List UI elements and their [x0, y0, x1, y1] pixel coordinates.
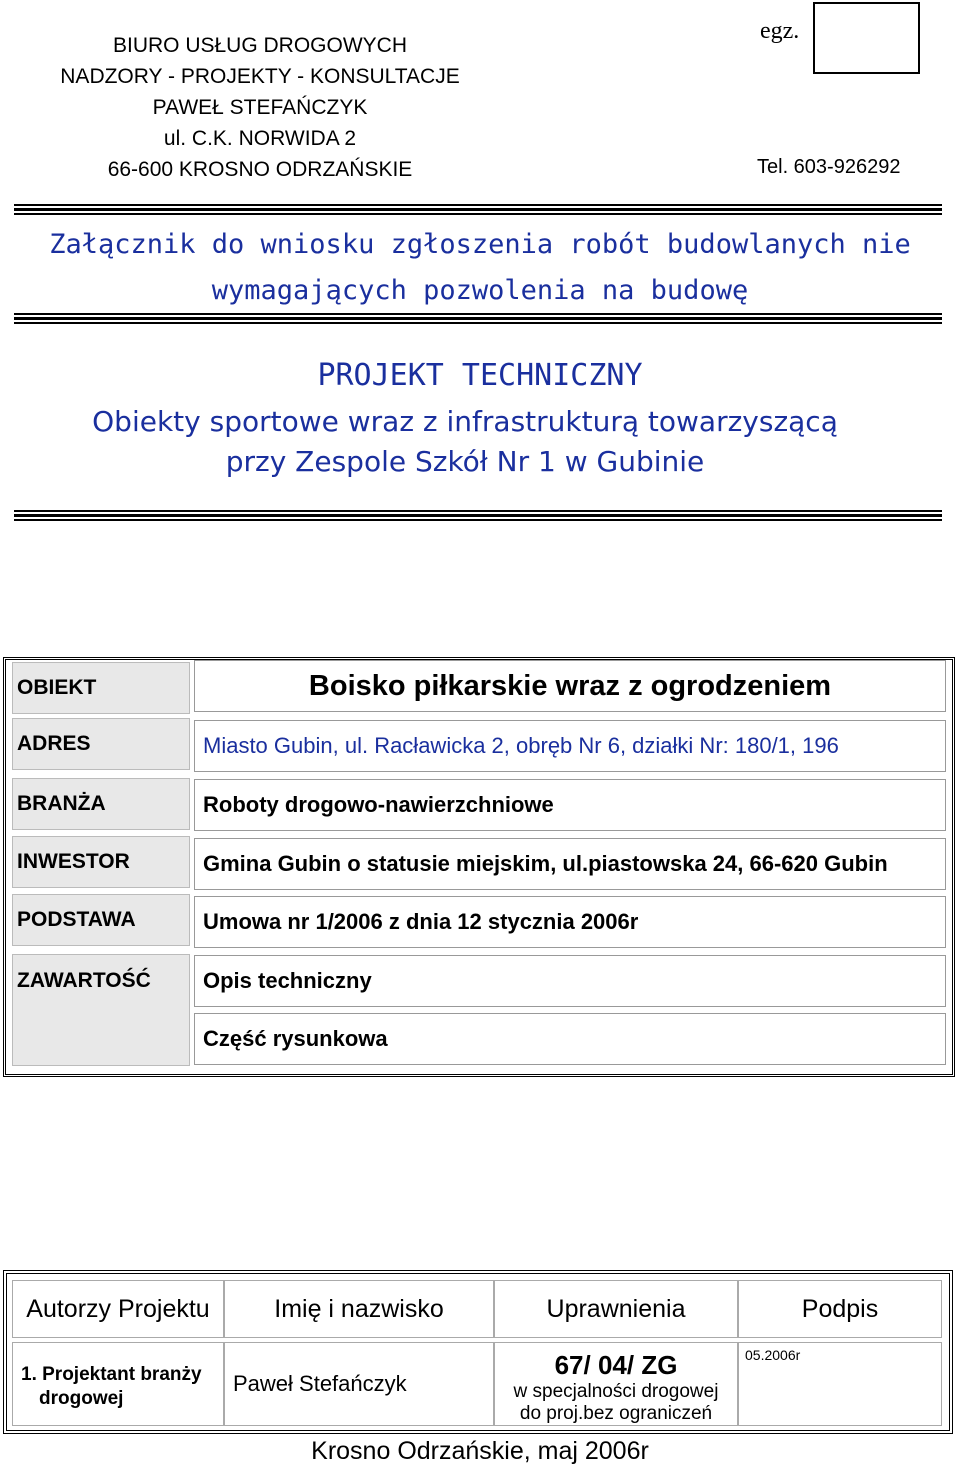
divider-rule	[14, 510, 942, 522]
place-and-date: Krosno Odrzańskie, maj 2006r	[311, 1437, 649, 1465]
copy-label: egz.	[760, 18, 800, 44]
license-scope-line2: do proj.bez ograniczeń	[519, 1403, 713, 1424]
header-name: Imię i nazwisko	[224, 1280, 494, 1338]
author-license	[494, 1342, 738, 1426]
address-value: Miasto Gubin, ul. Racławicka 2, obręb Nr 6, działki Nr: 180/1, 196	[194, 720, 946, 772]
divider-rule	[14, 204, 942, 216]
header-license: Uprawnienia	[494, 1280, 738, 1338]
contents-item-drawings: Część rysunkowa	[194, 1013, 946, 1065]
author-role	[12, 1342, 224, 1426]
author-signature	[738, 1342, 942, 1426]
basis-label: PODSTAWA	[12, 894, 190, 946]
office-owner: PAWEŁ STEFAŃCZYK	[152, 96, 368, 119]
branch-label: BRANŻA	[12, 778, 190, 830]
office-name: BIURO USŁUG DROGOWYCH	[112, 34, 408, 57]
author-role-line2: drogowej	[39, 1388, 124, 1409]
contents-item-description: Opis techniczny	[194, 955, 946, 1007]
divider-rule	[14, 313, 942, 325]
attachment-title-line2: wymagających pozwolenia na budowę	[211, 275, 749, 306]
project-subject-line2: przy Zespole Szkół Nr 1 w Gubinie	[225, 445, 705, 478]
attachment-title	[20, 222, 940, 314]
attachment-title-line1: Załącznik do wniosku zgłoszenia robót budowlanych nie	[49, 229, 911, 260]
office-street: ul. C.K. NORWIDA 2	[163, 127, 357, 150]
object-value: Boisko piłkarskie wraz z ogrodzeniem	[194, 660, 946, 712]
office-city: 66-600 KROSNO ODRZAŃSKIE	[107, 158, 413, 181]
signature-date: 05.2006r	[745, 1347, 801, 1363]
author-role-line1: 1. Projektant branży	[21, 1364, 202, 1385]
object-label: OBIEKT	[12, 662, 190, 714]
investor-label: INWESTOR	[12, 836, 190, 888]
basis-value: Umowa nr 1/2006 z dnia 12 stycznia 2006r	[194, 896, 946, 948]
project-type-title: PROJEKT TECHNICZNY	[317, 358, 643, 393]
license-scope-line1: w specjalności drogowej	[513, 1381, 719, 1402]
project-subject-line1: Obiekty sportowe wraz z infrastrukturą towarzyszącą	[92, 405, 838, 438]
license-number: 67/ 04/ ZG	[554, 1350, 678, 1380]
header-signature: Podpis	[738, 1280, 942, 1338]
header-authors: Autorzy Projektu	[12, 1280, 224, 1338]
contents-label: ZAWARTOŚĆ	[12, 954, 190, 1066]
phone-number: Tel. 603-926292	[757, 156, 901, 178]
copy-number-box	[813, 2, 920, 74]
office-services: NADZORY - PROJEKTY - KONSULTACJE	[60, 65, 460, 88]
address-label: ADRES	[12, 718, 190, 770]
office-address-block	[40, 30, 480, 185]
branch-value: Roboty drogowo-nawierzchniowe	[194, 779, 946, 831]
project-subject	[0, 402, 930, 482]
author-name-text: Paweł Stefańczyk	[233, 1371, 407, 1396]
author-name	[224, 1342, 494, 1426]
investor-value: Gmina Gubin o statusie miejskim, ul.piastowska 24, 66-620 Gubin	[194, 838, 946, 890]
